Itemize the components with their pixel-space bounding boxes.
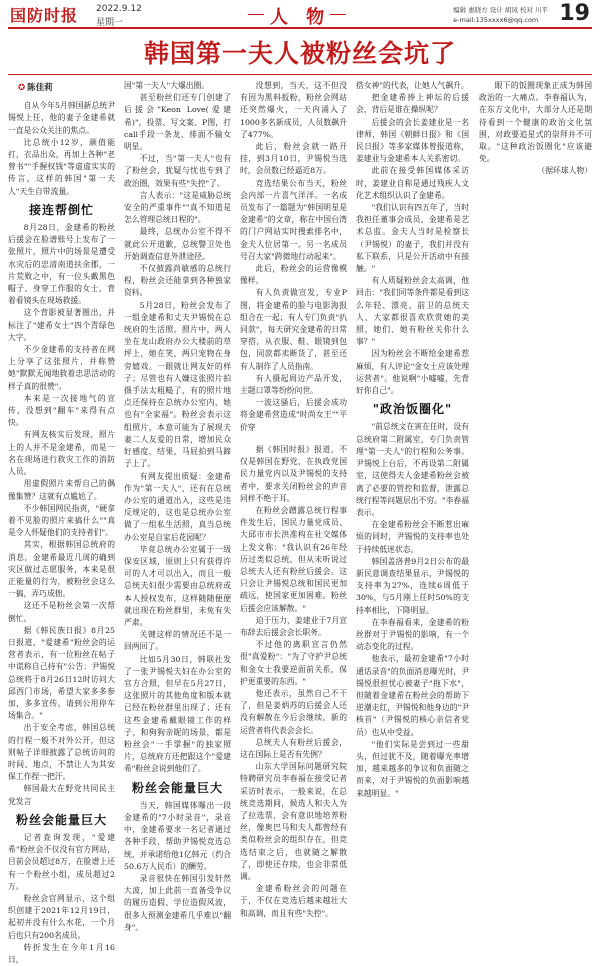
paragraph: 山东大学国际问题研究院特聘研究员李春福在接受记者采访时表示，一般来说，在总统竞选期间，候选人和夫人为了拉选票，会有意识地培养粉丝，像奥巴马和夫人都曾经有类似粉丝会的组织存在，但竞选结束之后，也就随之解散了，即使还存续，也会非常低调。 [240, 762, 347, 881]
paragraph: 录音很快在韩国引发轩然大波，加上此前一直备受争议的履历造假、学位造假风波，很多人预测金建希几乎难以"翻身"。 [124, 874, 231, 932]
paragraph: 他表示，最初金建希"7小时通话录音"的负面消息曝光时，尹锡悦很担忧心被妻子"拖下水"，但随着金建希在粉丝会的帮助下逆潮走红，尹锡悦和他身边的"尹核首"（尹锡悦的核心亲信者党员）也从中受益。 [356, 654, 469, 737]
paragraph: 自从今年5月韩国新总统尹锡悦上任，他的妻子金建希就一直是公众关注的焦点。 [8, 101, 115, 135]
editor-line: 编辑 惠晓方 设计 胡凤 校对 川平 [453, 6, 548, 14]
paragraph: "他们实际是尝到过一些甜头，但过犹不及，随着曝光率增加，越来越多的争议和负面随之而来，对于尹锡悦的负面影响越来越明显。" [356, 739, 469, 798]
paragraph: 在粉丝会蹭露总统行程事件发生后，国民力量党成员、大邱市市长洪准构在社交媒体上发文称："我认识有26年经历过类似总统，但从未听说过总统夫人还有粉丝后援会。这只会让尹锡悦总统和国民更加疏远，使国家更加困难。粉丝后援会应该解散。" [240, 505, 347, 613]
paragraph: 甚至粉丝们还专门创建了后援会"Keon Love(爱建希)"，投票、写文案、P图，打call手段一条龙，排面不输女明星。 [124, 93, 231, 152]
source-signature: （据环球人物） [537, 166, 592, 176]
paragraph: 5月28日，粉丝会发布了一组金建希和丈夫尹锡悦在总统府的生活照。照片中，两人坐在龙山政府办公大楼前的草坪上，她在笑，两只宠物在身旁嬉戏。一眼就让网友好的样子；尽管也有人嫌这张照片拍摄手法太粗糙了，有的照片地点还保持在总统办公室内，她也有"全家福"。粉丝会表示这组照片，本意可能为了展现夫妻二人友爱的日常，增加民众好感度，结果，马屁拍到马蹄子上了。 [124, 300, 231, 469]
editor-credits [453, 5, 548, 25]
paragraph: 本来是一次接地气的宣传，没想到"翻车"来得有点快。 [8, 393, 115, 428]
paragraph: 用虚假照片来帮自己的偶像集赞？这就有点尴尬了。 [8, 479, 115, 501]
issue-weekday: 星期一 [96, 18, 124, 28]
article-headline: 韩国第一夫人被粉丝会坑了 [143, 39, 456, 68]
paragraph: 粉丝会官网显示，这个组织创建于2021年12月19日，起初并没有什么水花，一个月后也只有200名成员。 [8, 894, 115, 940]
paragraph: 其实，根据韩国总统府的消息，金建希最近几周的确到灾区做过志愿服务，本来是很正能量的行为，被粉丝会这么一搞，弄巧成拙。 [8, 540, 115, 599]
paragraph: 不过他的离职宣言仍然很"真爱粉"："为了守护尹总统和金女士我要逆面前关系，保护更重要的东西。" [240, 640, 347, 686]
paragraph: 比总统小12岁，颜值能打，衣品出众，再加上各种"老曾书""手握权钱"等虚虚实实的传言，这样的韩国"第一夫人"天生自带流量。 [8, 137, 115, 196]
paragraph: 不少金建希的支持者在网上分享了这张照片，并称赞她"默默无闻地救着忠思活动的样子真的很赞"。 [8, 345, 115, 391]
paragraph: 毕竟总统办公室属于一级保安区域，原则上只有获得许可的人才可以出入，而且一般总统夫妇很少需要由总统府或本人授权发布，这样随随便便就出现在粉丝群里，未免有失严肃。 [124, 544, 231, 627]
paragraph: 言人表示："这是威胁总统安全的严重事件""真不知道是怎么管理总统日程的"。 [124, 190, 231, 225]
paragraph: 据《韩民族日报》8月25日报道，"爱建希"粉丝会的运营者表示，有一位粉丝在帖子中谎称自己持有"公告：尹锡悦总统将于8月26日12时访问大邱西门市场，希望大家多多参加，多多宣传。请到公用停车场集合。" [8, 625, 115, 721]
paragraph: 记者查询发现，"爱建希"粉丝会不仅没有官方网站，目前会员超过8万，在脸谱上还有一个粉丝小组，成员超过2万。 [8, 832, 115, 891]
paragraph: 金建希粉丝会的问题在于，不仅在竞选后越来越壮大和高调，而且有些"失控"。 [240, 884, 347, 918]
paragraph: 关键这样的情况还不是一回两回了。 [124, 630, 231, 652]
article-column-4 [356, 80, 592, 822]
subheading: 粉丝会能量巨大 [15, 812, 107, 827]
star-icon: ✪ [18, 83, 26, 93]
paragraph: 有网友核实后发现，照片上的人并不是金建希，而是一名在现场进行救灾工作的消防人员。 [8, 430, 115, 477]
paragraph: 他还表示，虽然自己不干了，但是姜炳苏的后援会人还没有解散在今后会继续，新的运营者将代表会会长。 [240, 688, 347, 735]
paragraph: 据《韩国时报》报道，不仅是韩国在野党，在执政党国民力量党内以及尹锡悦的支持者中，要求关闭粉丝会的声音同样不绝于耳。 [240, 444, 347, 503]
section-title: 人 物 [270, 3, 330, 29]
paragraph: 不仅披露尚敏感的总统行程，粉丝会还能拿到各种独家资料。 [124, 264, 231, 298]
issue-date: 2022.9.12 [96, 4, 142, 14]
paragraph: 后援会的会长姜建业是一名律师，韩国《朝鲜日报》和《国民日报》等多家媒体曾报道称，姜建业与金建希本人关系密切。 [356, 117, 469, 164]
paragraph: 有人负责做宣发，专业P图，将金建希的脸与电影海报组合在一起；有人专门负责"扒同款"，每天研究金建希的日常穿搭，从衣服、鞋、眼镜到包包，同款都卖断货了，甚至还有人制作了人员指南。 [240, 288, 347, 371]
masthead [8, 3, 592, 29]
paragraph: "我们认识有四五年了，当时我担任董事会成员，金建希是艺术总监。金夫人当时是检察长（尹锡悦）的妻子，我们并没有私下联系，只是公开活动中有接触。" [356, 203, 469, 274]
article-column-2 [124, 80, 231, 932]
paragraph: 转折发生在今年1月16日， [8, 942, 115, 965]
paragraph: 在李春福看来，金建希的粉丝群对于尹锡悦的影响，有一个动态变化的过程。 [356, 617, 469, 652]
paragraph: 没想到，当天，这不但没有因为黑料扳粉，粉丝会网站还突然爆火，一天内涌入了1000多名新成员，人员数飙升了477%。 [240, 81, 347, 139]
article-column-1 [8, 80, 115, 965]
author-byline [18, 82, 115, 94]
paragraph: 因为粉丝会不断给金建希惹麻烦，有人评论"金女士应该处理运营者"。他说啊"小嘘嘘，先背好你自己"。 [356, 349, 469, 396]
paragraph: 国"第一夫人"大爆出圈。 [124, 81, 210, 90]
paragraph: 韩国盖洛普9月2日公布的最新民意调查结果显示，尹锡悦的支持率为27%，连续6周低于30%，与5月刚上任时50%的支持率相比，下降明显。 [356, 556, 469, 615]
paragraph: 有网友提出质疑：金建希作为"第一夫人"，还有在总统办公室的通道出入，这些是违反规定的，这也是总统办公室做了一组私生活照，真当总统办公室是自家后花园呢？ [124, 471, 231, 542]
paragraph: 把金建希捧上神坛的后援会，背后是谁在操纵呢？ [356, 93, 469, 115]
paragraph: 这还不是粉丝会第一次帮倒忙。 [8, 601, 115, 623]
column-4-flow [356, 80, 592, 822]
article-column-3 [240, 80, 347, 918]
paragraph: 搭女神"的代表，让她人气飙升。 [356, 81, 469, 90]
paragraph: 总统夫人有粉丝后援会，这在国际上是否有先例？ [240, 737, 347, 759]
author-name: 陈佳莉 [27, 83, 53, 93]
paragraph: 一波这骚后，后援会成功将金建希营造成"时尚女王""平价穿 [240, 398, 347, 432]
headline-rule [8, 74, 592, 75]
subheading: 粉丝会能量巨大 [131, 780, 223, 795]
paragraph: 眼下的饭圈现象正成为韩国政治的一大痛点。李春福认为，在东方文化中，大部分人还是期待看到一个健康的政治文化氛围，对政要追星式的崇拜并不可取。"这种政治饭圈化"应该避免。 [479, 81, 592, 164]
paragraph: 韩国最大在野党共同民主党发言 [8, 784, 115, 806]
paragraph: 不少韩国网民指责，"硬拿着不见脸的照片来搞什么""真是令人怀疑他们的支持者们"。 [8, 503, 115, 538]
paragraph: 有人摄起周边产品开发，主题口罩等纷纷问世。 [240, 373, 347, 396]
subheading: "政治饭圈化" [372, 402, 453, 417]
paragraph: 此后，粉丝会就一路开挂，到3月10日，尹锡悦当选时，会员数已经逼近8万。 [240, 142, 347, 176]
paragraph: 有人质疑粉丝会太高调，他回击："我们同等条件都是看到这么年轻、漂亮、前卫的总统夫人，大家都很喜欢欣赏她的美照，她们、她有粉丝关你什么事？" [356, 276, 469, 347]
paragraph: 竞选结果公布当天，粉丝会内部一片喜气洋洋。一名成员发布了一篇题为"韩国明星是金建希"的文章，称在中国台湾的门户网站实时搜索排名中，金夫人位居第一。另一名成员号召大家"跨微地行动起来"。 [240, 178, 347, 261]
page-number: 19 [559, 1, 590, 26]
paragraph: 迫于压力，姜建业于7月宣布辞去后援会会长职务。 [240, 615, 347, 637]
paragraph: 此后，粉丝会的运营像模像样。 [240, 264, 347, 286]
paragraph: 8月28日，金建希的粉丝后援会在脸谱账号上发布了一张照片，照片中的场景是遭受水灾后的忠清南道扶余郡，一片荒败之中，有一位头戴黑色帽子、身穿工作服的女士，背着看镜头在现场救援。 [8, 223, 115, 306]
paragraph: 在金建希粉丝会不断惹出麻烦的同时，尹锡悦的支持率也处于持续低迷状态。 [356, 520, 469, 554]
paragraph: "前总统文在寅在任时，设有总统府第二附属室，专门负责管理"第一夫人"的行程和公务事。尹锡悦上台后，不再设第二附属室，这使得夫人金建希粉丝会被离了必要的管控和监督，泄露总统行程等问题层出不穷。"李春福表示。 [356, 422, 469, 517]
editor-email: e-mail:135xxxx6@qq.com [453, 16, 539, 24]
subheading: 接连帮倒忙 [28, 202, 94, 217]
paragraph: 当天，韩国媒体曝出一段金建希的"7小时录音"，录音中，金建希要求一名记者通过各种手段，帮助尹锡悦竞选总统，并承诺给他1亿韩元（约合50.6万人民币）的酬劳。 [124, 800, 231, 871]
paragraph: 不过，当"第一夫人"也有了粉丝会，犹疑与忧也专到了政治圈，效果有些"失控"了。 [124, 154, 231, 188]
paragraph: 最终，总统办公室不得不就此公开道歉，总统警卫处也开始调查信息外泄途径。 [124, 227, 231, 261]
newspaper-logo: 国防时报 [10, 6, 79, 25]
paragraph: 此前在接受韩国媒体采访时，姜建业自称是通过残疾人文化艺术组织认识了金建希。 [356, 166, 469, 200]
paragraph: 比如5月30日，韩联社发了一张尹锡悦夫妇在办公室的官方合照，但早在5月27日，这张照片的其他角度和版本就已经在粉丝群里出现了；还有这些金建希戴眼镜工作的样子、和狗狗亲昵的场景，都是粉丝会"一手掌握"的独家照片，总统府方还把跟这个"爱建希"粉丝会说到他们了。 [124, 654, 231, 774]
paragraph: 这个背影被显著圈出，并标注了"建希女士"四个青绿色大字。 [8, 308, 115, 342]
paragraph: 出于安全考虑，韩国总统的行程一般不对外公开，但这则帖子详细披露了总统访问的时间、地点，不禁让人为其安保工作捏一把汗。 [8, 723, 115, 782]
